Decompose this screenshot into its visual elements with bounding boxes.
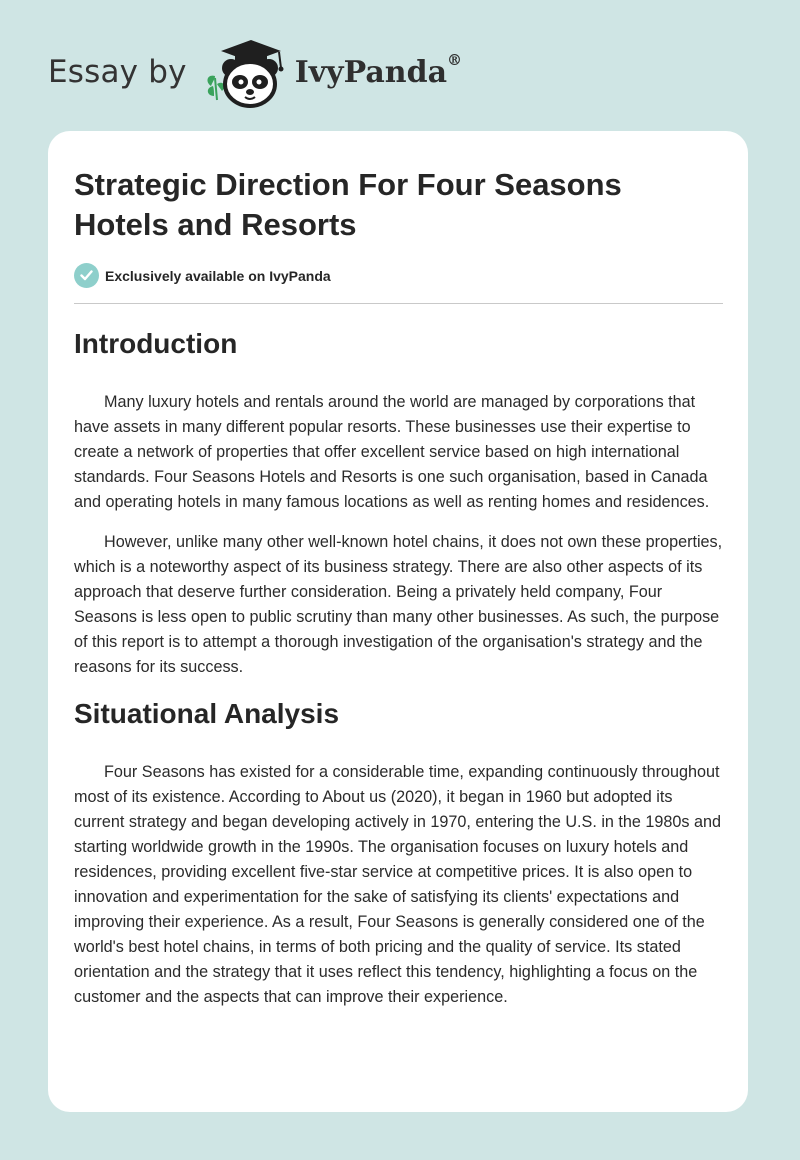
brand-name[interactable] [294,50,463,90]
article-body [74,320,723,1010]
page-title: Strategic Direction For Four Seasons Hotels and Resorts [74,167,622,242]
badge-text: Exclusively available on IvyPanda [105,267,331,284]
paragraph: However, unlike many other well-known hotel chains, it does not own these properties, which is a noteworthy aspect of its business strategy. There are also other aspects of its approach that deserve further consideration. Being a privately held company, Four Seasons is less open to public scrutiny than many other businesses. As such, the purpose of this report is to attempt a thorough investigation of the organisation's strategy and the reasons for its success. [74,533,723,676]
panda-graduate-logo-icon[interactable] [201,34,291,110]
registered-mark: ® [447,50,463,69]
title-divider [74,303,723,304]
site-header [48,34,462,110]
paragraph: Four Seasons has existed for a considerable time, expanding continuously throughout most of its existence. According to About us (2020), it began in 1960 but adopted its current strategy and began developing actively in 1970, entering the U.S. in the 1980s and starting worldwide growth in the 1990s. The organisation focuses on luxury hotels and residences, providing excellent five-star service at competitive prices. It is also open to innovation and experimentation for the sake of satisfying its clients' expectations and improving their experience. As a result, Four Seasons is generally considered one of the world's best hotel chains, in terms of both pricing and the quality of service. Its stated orientation and the strategy that it uses reflect this tendency, highlighting a focus on the customer and the aspects that can improve their experience. [74,763,722,1006]
section-heading-situational-analysis: Situational Analysis [74,698,340,729]
article-card [48,131,748,1112]
check-icon [74,263,99,288]
section-heading-introduction: Introduction [74,328,238,359]
brand-label[interactable]: IvyPanda [294,54,448,90]
essay-by-label: Essay by [48,54,187,90]
exclusive-badge [74,263,331,288]
paragraph: Many luxury hotels and rentals around the world are managed by corporations that have assets in many different popular resorts. These businesses use their expertise to create a network of properties that offer excellent service based on high international standards. Four Seasons Hotels and Resorts is one such organisation, based in Canada and operating hotels in many famous locations as well as renting homes and residences. [74,393,710,511]
